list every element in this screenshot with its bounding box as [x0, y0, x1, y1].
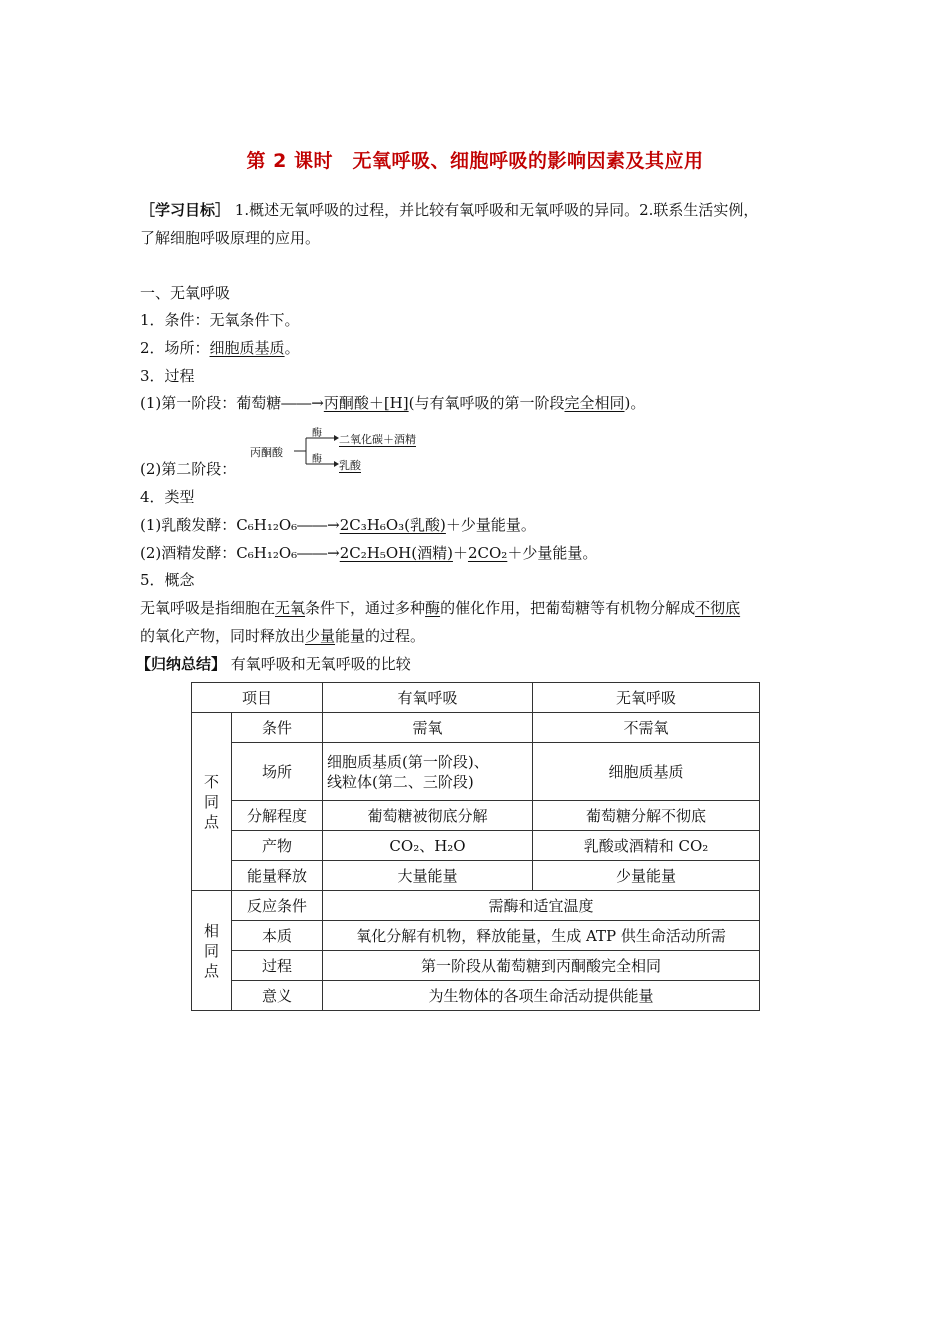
- row-value: 需酶和适宜温度: [323, 891, 760, 921]
- section-heading: 一、无氧呼吸: [140, 284, 231, 302]
- row-item: 过程: [232, 951, 323, 981]
- concept-answer-2: 酶: [425, 599, 441, 617]
- diagram-source: 丙酮酸: [250, 446, 283, 459]
- row-item: 分解程度: [232, 801, 323, 831]
- table-row: [192, 801, 760, 831]
- table-row: [192, 951, 760, 981]
- concept-answer-1: 无氧: [275, 599, 306, 617]
- concept-answer-3: 不彻底: [695, 599, 741, 617]
- item-condition-text: 无氧条件下。: [209, 311, 300, 329]
- item-location-suffix: 。: [284, 339, 300, 357]
- concept-text-4: 的氧化产物，同时释放出: [140, 627, 306, 645]
- row-value: 第一阶段从葡萄糖到丙酮酸完全相同: [323, 951, 760, 981]
- objectives-text-1: 1.概述无氧呼吸的过程，并比较有氧呼吸和无氧呼吸的异同。2.联系生活实例，: [234, 201, 759, 219]
- table-row: [192, 891, 760, 921]
- lactic-prefix: (1)乳酸发酵：C₆H₁₂O₆――→: [140, 516, 340, 534]
- row-item: 能量释放: [232, 861, 323, 891]
- diff-group-label: 不 同 点: [192, 713, 232, 891]
- table-row: [192, 861, 760, 891]
- page-title: 第 2 课时 无氧呼吸、细胞呼吸的影响因素及其应用: [246, 150, 704, 172]
- row-value: 为生物体的各项生命活动提供能量: [323, 981, 760, 1011]
- row-aerobic: 葡萄糖被彻底分解: [323, 801, 533, 831]
- concept-text-1: 无氧呼吸是指细胞在: [140, 599, 276, 617]
- item-condition: [140, 310, 300, 330]
- item-process: 3．过程: [140, 367, 195, 385]
- row-anaerobic: 不需氧: [533, 713, 760, 743]
- same-group-label: 相 同 点: [192, 891, 232, 1011]
- stage-two-diagram: [250, 424, 450, 476]
- row-value: 氧化分解有机物，释放能量，生成 ATP 供生命活动所需: [323, 921, 760, 951]
- stage-one-answer: 丙酮酸＋[H]: [323, 394, 409, 412]
- stage-one-middle: (与有氧呼吸的第一阶段: [408, 394, 565, 412]
- item-location-prefix: 2．场所：: [140, 339, 210, 357]
- alcohol-answer-2: 2CO₂: [467, 544, 508, 562]
- row-aerobic-line-1: 细胞质基质(第一阶段)、: [327, 752, 489, 771]
- diagram-product-1: 二氧化碳＋酒精: [339, 433, 416, 446]
- diagram-enzyme-1: 酶: [312, 428, 322, 439]
- summary-heading: [136, 654, 411, 674]
- concept-text-3: 的催化作用，把葡萄糖等有机物分解成: [440, 599, 696, 617]
- row-aerobic: 需氧: [323, 713, 533, 743]
- row-item: 场所: [232, 743, 323, 801]
- objectives-line-2: 了解细胞呼吸原理的应用。: [140, 229, 321, 247]
- item-location-answer: 细胞质基质: [209, 339, 285, 357]
- lactic-answer: 2C₃H₆O₃(乳酸): [339, 516, 446, 534]
- row-item: 反应条件: [232, 891, 323, 921]
- header-item: 项目: [192, 683, 323, 713]
- concept-line-1: [140, 598, 740, 618]
- diagram-product-2: 乳酸: [339, 459, 361, 472]
- header-aerobic: 有氧呼吸: [323, 683, 533, 713]
- row-aerobic: 大量能量: [323, 861, 533, 891]
- table-row: [192, 981, 760, 1011]
- summary-label: 【归纳总结】: [136, 655, 227, 673]
- row-item: 本质: [232, 921, 323, 951]
- alcohol-middle: ＋: [452, 544, 468, 562]
- stage-two: (2)第二阶段：: [140, 460, 237, 478]
- header-anaerobic: 无氧呼吸: [533, 683, 760, 713]
- row-item: 产物: [232, 831, 323, 861]
- item-concept: 5．概念: [140, 571, 195, 589]
- table-row: [192, 921, 760, 951]
- alcohol-fermentation: [140, 543, 597, 563]
- stage-one-answer-2: 完全相同: [564, 394, 625, 412]
- table-row: [192, 743, 760, 801]
- alcohol-prefix: (2)酒精发酵：C₆H₁₂O₆――→: [140, 544, 340, 562]
- diagram-enzyme-2: 酶: [312, 454, 322, 465]
- lactic-fermentation: [140, 515, 536, 535]
- table-row: [192, 831, 760, 861]
- table-row: [192, 713, 760, 743]
- row-item: 条件: [232, 713, 323, 743]
- stage-one-suffix: )。: [624, 394, 646, 412]
- concept-text-2: 条件下，通过多种: [305, 599, 426, 617]
- alcohol-suffix: ＋少量能量。: [507, 544, 598, 562]
- objectives-line-1: [140, 200, 758, 220]
- item-condition-prefix: 1．条件：: [140, 311, 210, 329]
- row-aerobic: CO₂、H₂O: [323, 831, 533, 861]
- row-aerobic-line-2: 线粒体(第二、三阶段): [327, 772, 474, 791]
- comparison-table: [191, 682, 760, 1011]
- alcohol-answer: 2C₂H₅OH(酒精): [339, 544, 453, 562]
- item-location: [140, 338, 300, 358]
- objectives-label: ［学习目标］: [140, 201, 231, 219]
- stage-one: [140, 393, 645, 413]
- stage-one-prefix: (1)第一阶段：葡萄糖――→: [140, 394, 324, 412]
- row-anaerobic: 少量能量: [533, 861, 760, 891]
- concept-line-2: [140, 626, 425, 646]
- summary-text: 有氧呼吸和无氧呼吸的比较: [230, 655, 411, 673]
- table-header-row: [192, 683, 760, 713]
- row-anaerobic: 细胞质基质: [533, 743, 760, 801]
- concept-answer-4: 少量: [305, 627, 336, 645]
- concept-text-5: 能量的过程。: [335, 627, 426, 645]
- item-types: 4．类型: [140, 488, 195, 506]
- row-anaerobic: 葡萄糖分解不彻底: [533, 801, 760, 831]
- lactic-suffix: ＋少量能量。: [445, 516, 536, 534]
- row-item: 意义: [232, 981, 323, 1011]
- row-anaerobic: 乳酸或酒精和 CO₂: [533, 831, 760, 861]
- row-aerobic: [323, 743, 533, 801]
